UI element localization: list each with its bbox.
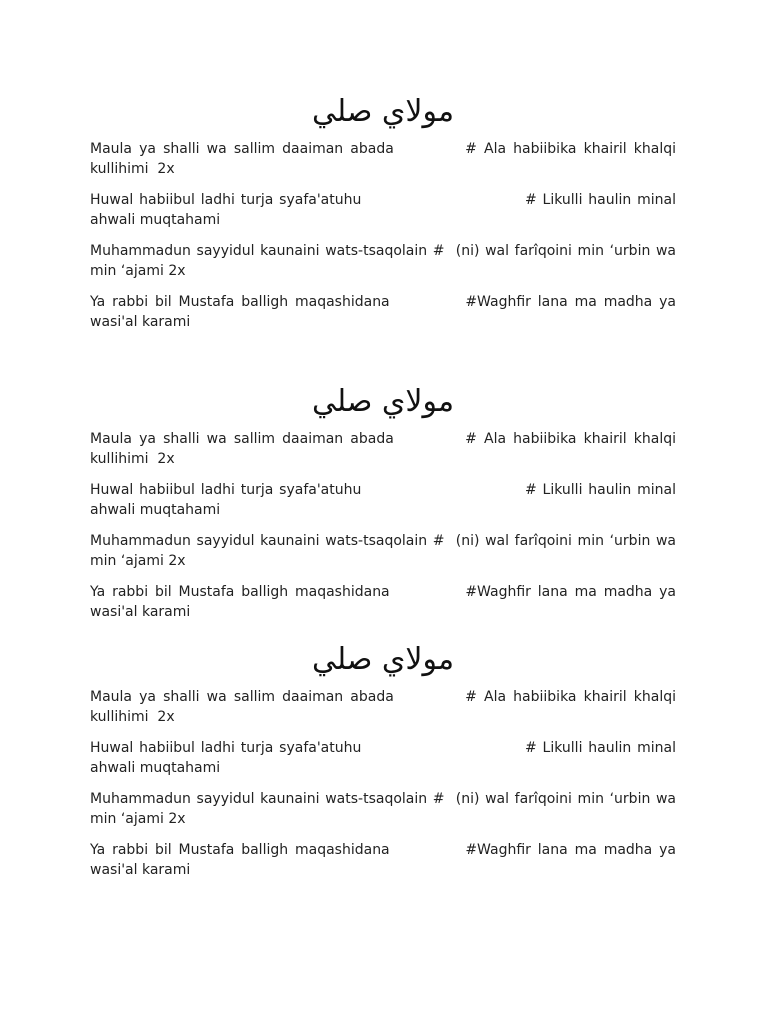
verse-line: Huwal habiibul ladhi turja syafa'atuhu # Likulli haulin minal ahwali muqtahami bbox=[90, 192, 681, 228]
section-title: مولاي صلي bbox=[311, 384, 455, 419]
section-title: مولاي صلي bbox=[311, 642, 455, 677]
verse-line: Maula ya shalli wa sallim daaiman abada # Ala habiibika khairil khalqi kullihimi 2x bbox=[90, 431, 681, 467]
poem-section-2 bbox=[90, 382, 681, 634]
verse-line: Maula ya shalli wa sallim daaiman abada # Ala habiibika khairil khalqi kullihimi 2x bbox=[90, 141, 681, 177]
verse-line: Muhammadun sayyidul kaunaini wats-tsaqolain # (ni) wal farîqoini min ‘urbin wa min ‘ajami 2x bbox=[90, 243, 681, 279]
verse-line: Muhammadun sayyidul kaunaini wats-tsaqolain # (ni) wal farîqoini min ‘urbin wa min ‘ajami 2x bbox=[90, 791, 681, 827]
verse-line: Maula ya shalli wa sallim daaiman abada # Ala habiibika khairil khalqi kullihimi 2x bbox=[90, 689, 681, 725]
verse-line: Huwal habiibul ladhi turja syafa'atuhu # Likulli haulin minal ahwali muqtahami bbox=[90, 740, 681, 776]
verse-line: Ya rabbi bil Mustafa balligh maqashidana #Waghfir lana ma madha ya wasi'al karami bbox=[90, 842, 681, 878]
poem-section-3 bbox=[90, 640, 681, 892]
verse-line: Ya rabbi bil Mustafa balligh maqashidana #Waghfir lana ma madha ya wasi'al karami bbox=[90, 294, 681, 330]
section-title: مولاي صلي bbox=[311, 94, 455, 129]
verse-line: Muhammadun sayyidul kaunaini wats-tsaqolain # (ni) wal farîqoini min ‘urbin wa min ‘ajami 2x bbox=[90, 533, 681, 569]
verse-line: Huwal habiibul ladhi turja syafa'atuhu # Likulli haulin minal ahwali muqtahami bbox=[90, 482, 681, 518]
verse-line: Ya rabbi bil Mustafa balligh maqashidana #Waghfir lana ma madha ya wasi'al karami bbox=[90, 584, 681, 620]
poem-section-1 bbox=[90, 92, 681, 344]
